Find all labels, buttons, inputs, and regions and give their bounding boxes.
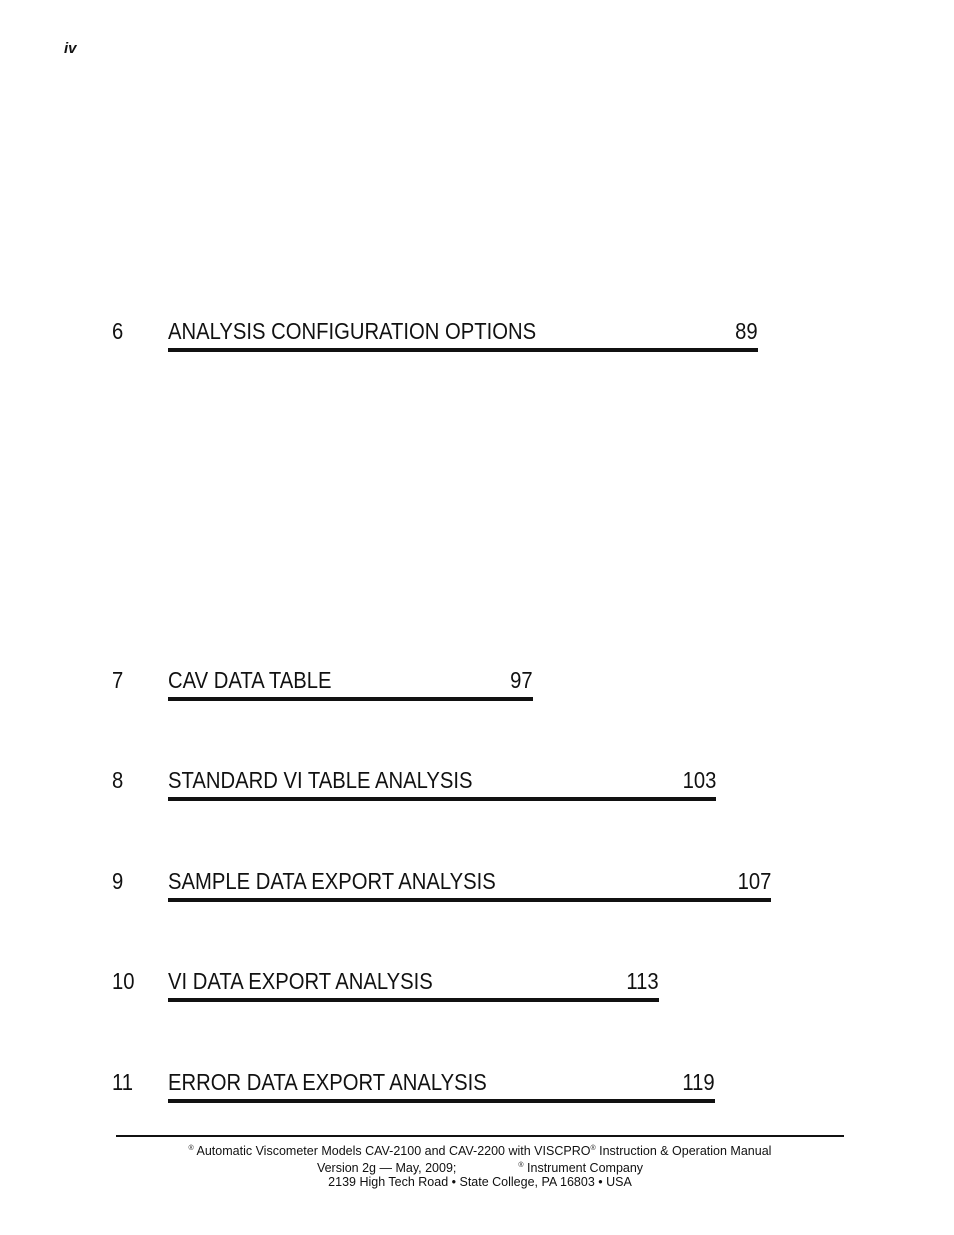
toc-title-underline: [168, 767, 716, 801]
toc-page-number: 119: [682, 1069, 715, 1095]
registered-mark: ®: [188, 1145, 194, 1152]
toc-title-underline: [168, 868, 771, 902]
footer-line-3: [116, 1174, 844, 1191]
toc-chapter-title[interactable]: ERROR DATA EXPORT ANALYSIS: [168, 1069, 487, 1095]
toc-page-number: 97: [510, 667, 533, 693]
toc-chapter-number: 9: [112, 868, 124, 894]
toc-title-underline: [168, 1069, 715, 1103]
footer-address: 2139 High Tech Road • State College, PA 16803 • USA: [328, 1175, 632, 1189]
registered-mark: ®: [518, 1162, 524, 1169]
toc-chapter-title[interactable]: VI DATA EXPORT ANALYSIS: [168, 968, 433, 994]
footer-manual-title: Automatic Viscometer Models CAV-2100 and CAV-2200 with VISCPRO: [196, 1144, 591, 1158]
toc-page-number: 103: [682, 767, 716, 793]
toc-chapter-number: 10: [112, 968, 135, 994]
toc-chapter-title[interactable]: SAMPLE DATA EXPORT ANALYSIS: [168, 868, 496, 894]
footer-divider: [116, 1135, 844, 1137]
toc-page-number: 89: [735, 318, 758, 344]
toc-chapter-title[interactable]: STANDARD VI TABLE ANALYSIS: [168, 767, 473, 793]
toc-chapter-title[interactable]: CAV DATA TABLE: [168, 667, 332, 693]
toc-chapter-number: 6: [112, 318, 124, 344]
footer-version: Version 2g — May, 2009;: [316, 1161, 457, 1175]
footer-manual-subtitle: Instruction & Operation Manual: [599, 1144, 772, 1158]
toc-chapter-number: 11: [112, 1069, 134, 1095]
toc-chapter-title[interactable]: ANALYSIS CONFIGURATION OPTIONS: [168, 318, 537, 344]
toc-title-underline: [168, 667, 533, 701]
toc-title-underline: [168, 318, 758, 352]
toc-page-number: 107: [737, 868, 771, 894]
page-number-label: iv: [64, 40, 77, 57]
registered-mark: ®: [590, 1145, 596, 1152]
toc-chapter-number: 7: [112, 667, 124, 693]
toc-chapter-number: 8: [112, 767, 124, 793]
toc-title-underline: [168, 968, 659, 1002]
footer-company: Instrument Company: [527, 1161, 644, 1175]
toc-page-number: 113: [626, 968, 659, 994]
